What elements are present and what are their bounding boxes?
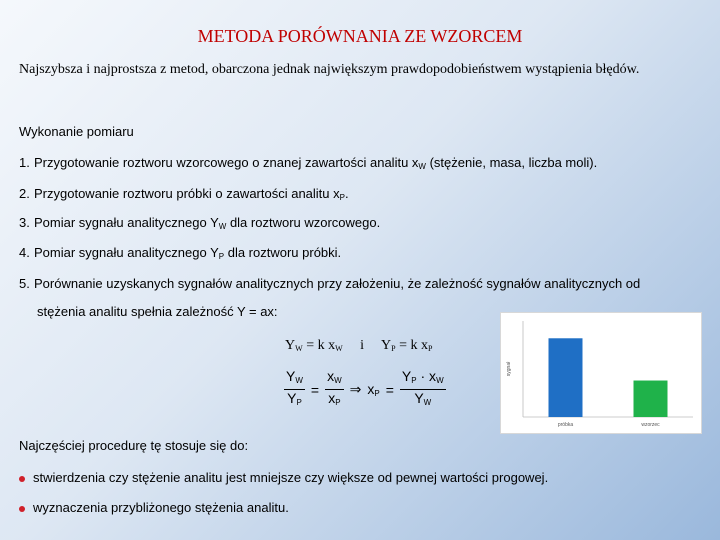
bar-1 xyxy=(549,338,583,417)
bullet-item: stwierdzenia czy stężenie analitu jest mniejsze czy większe od pewnej wartości progowej. xyxy=(19,470,548,485)
implies-arrow: ⇒ xyxy=(349,381,362,397)
step-text: Przygotowanie roztworu wzorcowego o znanej zawartości analitu x xyxy=(34,155,419,170)
step-1 xyxy=(19,155,597,171)
bullet-dot-icon xyxy=(19,506,25,512)
fraction-signals: $\frac{Y_W}{Y_P}$ xyxy=(286,368,303,407)
formula-signal-proportionality: $Y_W = k$ $x_W$ i $Y_P = k$ $x_P$ xyxy=(285,338,433,353)
formula-concentration: $\frac{Y_W}{Y_P}$ = $\frac{x_W}{x_P}$ ⇒ $x_P$ = $\frac{Y_P \cdot x_W}{Y_W}$ xyxy=(284,368,446,411)
step-4 xyxy=(19,245,341,261)
step-number: 1. xyxy=(19,155,30,170)
section-heading-measurement: Wykonanie pomiaru xyxy=(19,124,134,139)
step-subscript: P xyxy=(218,252,225,261)
step-text-after: dla roztworu wzorcowego. xyxy=(226,215,381,230)
y-axis-label: sygnał xyxy=(506,361,512,377)
step-number: 4. xyxy=(19,245,30,260)
section-heading-usage: Najczęściej procedurę tę stosuje się do: xyxy=(19,438,249,453)
step-text: Przygotowanie roztworu próbki o zawartości analitu x xyxy=(34,186,340,201)
page-title: METODA PORÓWNANIA ZE WZORCEM xyxy=(197,26,523,46)
bar-2 xyxy=(634,381,668,417)
step-5 xyxy=(19,276,640,291)
fraction-concentrations: $\frac{x_W}{x_P}$ xyxy=(327,368,342,407)
step-3 xyxy=(19,215,380,231)
step-5-continuation: stężenia analitu spełnia zależność Y = ax: xyxy=(37,304,278,319)
step-subscript: W xyxy=(218,222,227,231)
signal-bar-chart xyxy=(500,312,702,434)
step-text: Porównanie uzyskanych sygnałów analitycznych przy założeniu, że zależność sygnałów analitycznych od xyxy=(34,276,641,291)
step-text-after: . xyxy=(344,186,349,201)
bullet-dot-icon xyxy=(19,476,25,482)
step-2 xyxy=(19,186,349,202)
bullet-item: wyznaczenia przybliżonego stężenia analitu. xyxy=(19,500,289,515)
step-number: 3. xyxy=(19,215,30,230)
step-number: 2. xyxy=(19,186,30,201)
page-subtitle: Najszybsza i najprostsza z metod, obarczona jednak największym prawdopodobieństwem wystąpienia błędów. xyxy=(19,62,640,77)
x-tick-label-2: wzorzec xyxy=(641,422,660,428)
step-text: Pomiar sygnału analitycznego Y xyxy=(34,215,219,230)
step-text: Pomiar sygnału analitycznego Y xyxy=(34,245,219,260)
fraction-result: $\frac{Y_P \cdot x_W}{Y_W}$ xyxy=(401,368,444,407)
formula-separator: i xyxy=(360,338,365,353)
step-subscript: W xyxy=(418,162,426,171)
chart-svg xyxy=(501,313,701,433)
step-text-after: dla roztworu próbki. xyxy=(224,245,342,260)
step-text-after: (stężenie, masa, liczba moli). xyxy=(425,155,598,170)
step-subscript: P xyxy=(339,193,345,202)
step-number: 5. xyxy=(19,276,30,291)
x-tick-label-1: próbka xyxy=(557,422,574,428)
